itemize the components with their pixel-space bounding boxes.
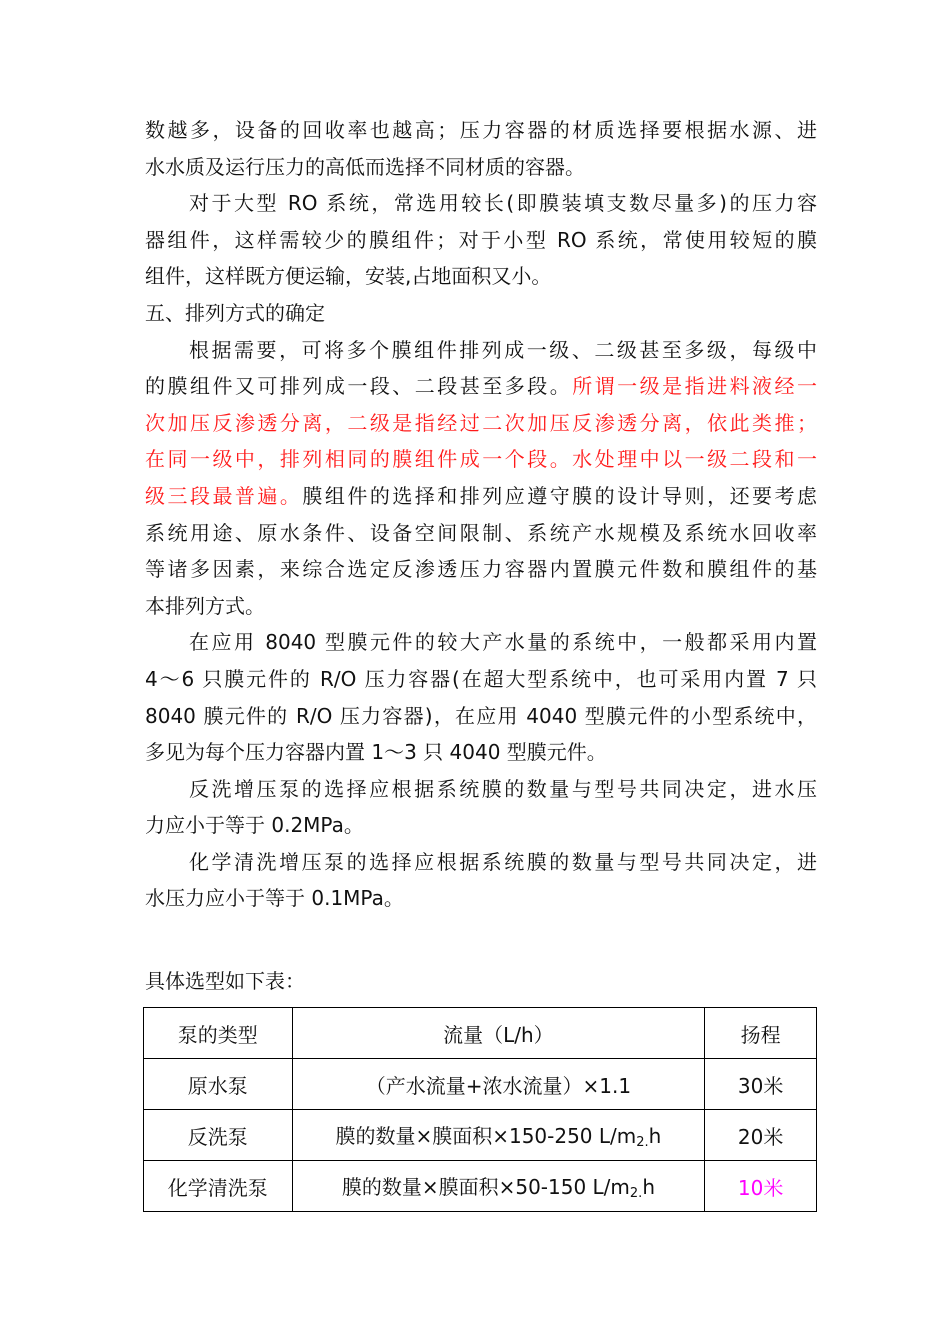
paragraph-line: 组件，这样既方便运输，安装,占地面积又小。 bbox=[145, 264, 552, 289]
text-span: 的膜组件又可排列成一段、二段甚至多段。 bbox=[145, 374, 573, 399]
table-row bbox=[144, 1059, 817, 1110]
table-intro: 具体选型如下表： bbox=[145, 969, 305, 993]
flow-formula: 膜的数量×膜面积×50-150 L/m bbox=[341, 1175, 630, 1199]
paragraph-line: 本排列方式。 bbox=[145, 593, 265, 618]
head-cell: 20米 bbox=[705, 1110, 817, 1161]
flow-cell bbox=[292, 1110, 705, 1161]
paragraph-line bbox=[145, 368, 817, 405]
highlighted-text: 级三段最普遍。 bbox=[145, 483, 303, 508]
flow-cell bbox=[292, 1161, 705, 1212]
paragraph-line: 力应小于等于 0.2MPa。 bbox=[145, 813, 364, 838]
unit-subscript: 2. bbox=[636, 1135, 649, 1150]
pump-selection-table bbox=[143, 1007, 817, 1212]
table-row bbox=[144, 1110, 817, 1161]
flow-formula: （产水流量+浓水流量）×1.1 bbox=[365, 1073, 632, 1098]
paragraph-line: 4～6 只膜元件的 R/O 压力容器(在超大型系统中，也可采用内置 7 只 bbox=[145, 666, 817, 691]
flow-cell bbox=[292, 1059, 705, 1110]
header-cell: 扬程 bbox=[705, 1008, 817, 1059]
head-cell-highlighted: 10米 bbox=[705, 1161, 817, 1212]
paragraph-line: 水水质及运行压力的高低而选择不同材质的容器。 bbox=[145, 154, 585, 179]
paragraph-line: 水压力应小于等于 0.1MPa。 bbox=[145, 886, 404, 911]
highlighted-text: 次加压反渗透分离，二级是指经过二次加压反渗透分离，依此类推； bbox=[145, 410, 817, 435]
paragraph-line bbox=[145, 478, 817, 515]
head-cell: 30米 bbox=[705, 1059, 817, 1110]
paragraph-line: 反洗增压泵的选择应根据系统膜的数量与型号共同决定，进水压 bbox=[189, 776, 817, 801]
header-cell: 流量（L/h） bbox=[292, 1008, 705, 1059]
table-row bbox=[144, 1161, 817, 1212]
highlighted-text: 所谓一级是指进料液经一 bbox=[572, 374, 817, 399]
unit-subscript: 2. bbox=[629, 1186, 643, 1201]
pump-type-cell: 化学清洗泵 bbox=[144, 1161, 293, 1212]
paragraph-line: 器组件，这样需较少的膜组件；对于小型 RO 系统，常使用较短的膜 bbox=[145, 227, 817, 252]
paragraph-line: 化学清洗增压泵的选择应根据系统膜的数量与型号共同决定，进 bbox=[189, 849, 817, 874]
unit-tail: h bbox=[648, 1124, 662, 1148]
highlighted-text: 在同一级中，排列相同的膜组件成一个段。水处理中以一级二段和一 bbox=[145, 447, 817, 472]
paragraph-line: 数越多，设备的回收率也越高；压力容器的材质选择要根据水源、进 bbox=[145, 118, 817, 142]
paragraph-line: 在应用 8040 型膜元件的较大产水量的系统中，一般都采用内置 bbox=[189, 630, 817, 655]
paragraph-line: 系统用途、原水条件、设备空间限制、系统产水规模及系统水回收率 bbox=[145, 520, 817, 545]
unit-tail: h bbox=[642, 1175, 655, 1199]
paragraph-line: 等诸多因素，来综合选定反渗透压力容器内置膜元件数和膜组件的基 bbox=[145, 557, 817, 582]
pump-type-cell: 反洗泵 bbox=[144, 1110, 293, 1161]
section-heading: 五、排列方式的确定 bbox=[145, 300, 325, 325]
paragraph-line: 8040 膜元件的 R/O 压力容器)，在应用 4040 型膜元件的小型系统中， bbox=[145, 703, 817, 728]
paragraph-line: 多见为每个压力容器内置 1～3 只 4040 型膜元件。 bbox=[145, 740, 607, 765]
paragraph-line: 对于大型 RO 系统，常选用较长(即膜装填支数尽量多)的压力容 bbox=[189, 191, 817, 216]
table-header-row bbox=[144, 1008, 817, 1059]
header-cell: 泵的类型 bbox=[144, 1008, 293, 1059]
text-span: 膜组件的选择和排列应遵守膜的设计导则，还要考虑 bbox=[302, 483, 817, 508]
pump-type-cell: 原水泵 bbox=[144, 1059, 293, 1110]
body-text bbox=[145, 112, 817, 917]
paragraph-line: 根据需要，可将多个膜组件排列成一级、二级甚至多级，每级中 bbox=[189, 337, 817, 362]
flow-formula: 膜的数量×膜面积×150-250 L/m bbox=[335, 1124, 637, 1148]
